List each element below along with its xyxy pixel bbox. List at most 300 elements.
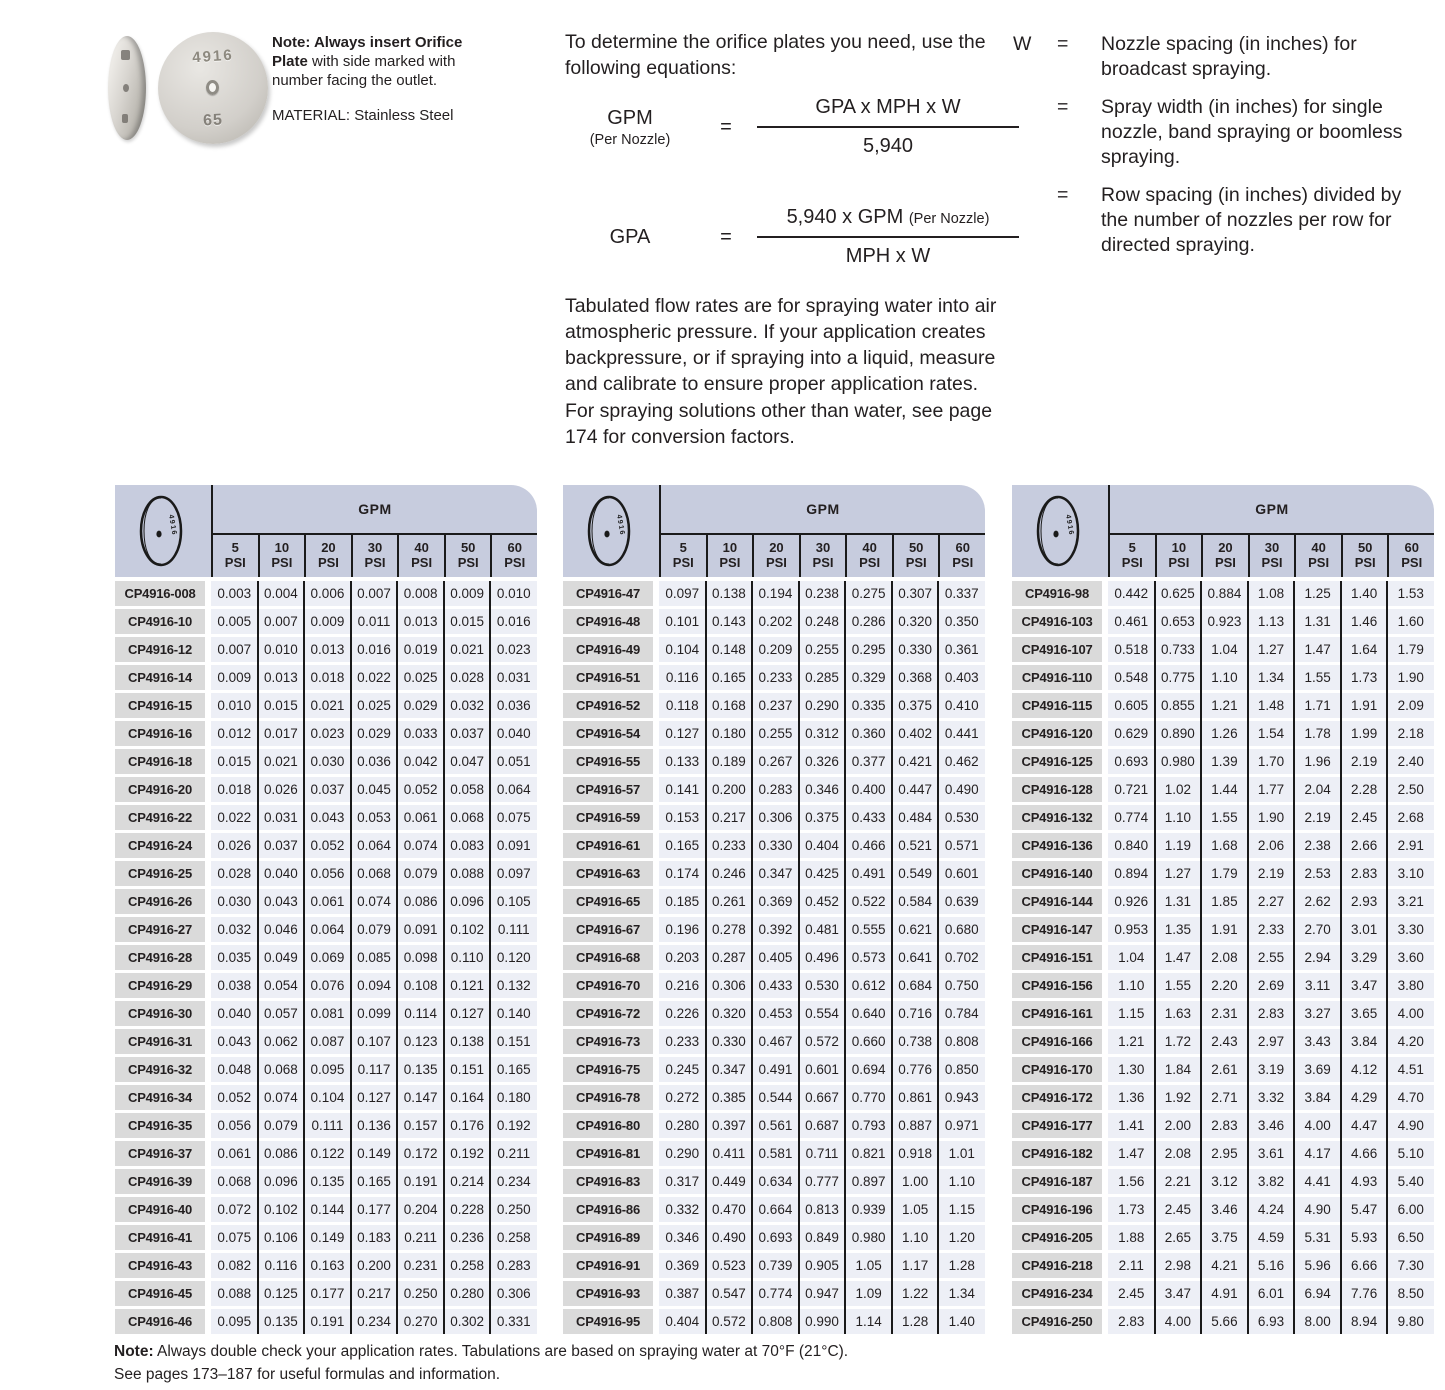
orifice-plate-icon	[1029, 491, 1091, 571]
gpm-value-cell: 1.78	[1294, 721, 1341, 746]
model-label: CP4916-35	[115, 1113, 205, 1138]
footer-note-line1: Always double check your application rates. Tabulations are based on spraying water at 70°F (21°C).	[153, 1343, 849, 1360]
table-row	[115, 973, 537, 998]
gpm-value-cell: 0.629	[1108, 721, 1155, 746]
gpm-value-cell: 0.052	[211, 1085, 258, 1110]
gpm-value-cell: 0.143	[706, 609, 753, 634]
gpm-value-cell: 1.10	[892, 1225, 939, 1250]
gpm-value-cell: 2.70	[1294, 917, 1341, 942]
column-separator	[303, 581, 305, 1334]
psi-column-header	[304, 535, 351, 577]
gpm-value-cell: 5.31	[1294, 1225, 1341, 1250]
gpm-value-cell: 0.040	[211, 1001, 258, 1026]
gpm-value-cell: 0.018	[211, 777, 258, 802]
psi-unit: PSI	[271, 555, 293, 570]
gpm-value-cell: 0.369	[659, 1253, 706, 1278]
psi-unit: PSI	[859, 555, 881, 570]
orifice-hole	[206, 80, 219, 95]
table-row	[1012, 693, 1434, 718]
model-label: CP4916-39	[115, 1169, 205, 1194]
psi-unit: PSI	[364, 555, 386, 570]
column-separator	[705, 581, 707, 1334]
gpm-value-cell: 0.015	[258, 693, 305, 718]
gpm-value-cell: 0.236	[444, 1225, 491, 1250]
psi-unit: PSI	[224, 555, 246, 570]
gpm-value-cell: 0.031	[490, 665, 537, 690]
gpm-value-cell: 0.098	[397, 945, 444, 970]
gpm-value-cell: 0.025	[351, 693, 398, 718]
column-separator	[1154, 581, 1156, 1334]
gpm-value-cell: 0.209	[752, 637, 799, 662]
table-row	[115, 1029, 537, 1054]
gpm-value-cell: 0.110	[444, 945, 491, 970]
gpm-value-cell: 0.043	[258, 889, 305, 914]
gpm-value-cell: 2.83	[1248, 1001, 1295, 1026]
gpm-value-cell: 0.030	[304, 749, 351, 774]
gpm-value-cell: 0.250	[490, 1197, 537, 1222]
insert-note-text	[272, 33, 494, 91]
model-label: CP4916-14	[115, 665, 205, 690]
gpm-value-cell: 2.69	[1248, 973, 1295, 998]
gpm-value-cell: 0.025	[397, 665, 444, 690]
gpm-value-cell: 0.029	[351, 721, 398, 746]
gpm-value-cell: 0.081	[304, 1001, 351, 1026]
equals-sign: =	[1057, 95, 1069, 118]
gpm-value-cell: 0.572	[799, 1029, 846, 1054]
equation-gpm-denominator: 5,940	[757, 126, 1019, 158]
table-row	[563, 1001, 985, 1026]
gpm-value-cell: 4.41	[1294, 1169, 1341, 1194]
table-row	[563, 1169, 985, 1194]
gpm-value-cell: 4.47	[1341, 1113, 1388, 1138]
material-line: MATERIAL: Stainless Steel	[272, 106, 454, 124]
table-row	[115, 945, 537, 970]
psi-column-header	[397, 535, 444, 577]
column-separator	[396, 581, 398, 1334]
gpm-value-cell: 0.091	[490, 833, 537, 858]
gpm-value-cell: 0.306	[490, 1281, 537, 1306]
gpm-value-cell: 0.172	[397, 1141, 444, 1166]
table-row	[115, 749, 537, 774]
gpm-value-cell: 0.702	[938, 945, 985, 970]
model-label: CP4916-151	[1012, 945, 1102, 970]
gpm-value-cell: 0.523	[706, 1253, 753, 1278]
gpm-value-cell: 0.639	[938, 889, 985, 914]
model-label: CP4916-43	[115, 1253, 205, 1278]
psi-value: 60	[507, 540, 522, 556]
gpm-value-cell: 0.660	[845, 1029, 892, 1054]
gpm-value-cell: 1.63	[1155, 1001, 1202, 1026]
model-label: CP4916-16	[115, 721, 205, 746]
psi-value: 40	[1311, 540, 1326, 556]
gpm-value-cell: 0.138	[706, 581, 753, 606]
gpm-value-cell: 0.549	[892, 861, 939, 886]
gpm-value-cell: 0.062	[258, 1029, 305, 1054]
gpm-value-cell: 0.433	[845, 805, 892, 830]
psi-value: 60	[955, 540, 970, 556]
gpm-value-cell: 0.491	[752, 1057, 799, 1082]
table-row	[563, 777, 985, 802]
gpm-value-cell: 0.165	[490, 1057, 537, 1082]
psi-unit: PSI	[1168, 555, 1190, 570]
gpm-value-cell: 0.653	[1155, 609, 1202, 634]
gpm-value-cell: 1.71	[1294, 693, 1341, 718]
psi-value: 5	[679, 540, 687, 556]
gpm-value-cell: 0.490	[706, 1225, 753, 1250]
table-row	[1012, 1113, 1434, 1138]
gpm-value-cell: 6.00	[1387, 1197, 1434, 1222]
equations-intro: To determine the orifice plates you need, use the following equations:	[565, 31, 986, 79]
gpm-value-cell: 0.180	[490, 1085, 537, 1110]
gpm-value-cell: 3.60	[1387, 945, 1434, 970]
gpm-value-cell: 0.120	[490, 945, 537, 970]
model-label: CP4916-205	[1012, 1225, 1102, 1250]
gpm-value-cell: 0.006	[304, 581, 351, 606]
gpm-value-cell: 0.026	[258, 777, 305, 802]
gpm-value-cell: 0.116	[659, 665, 706, 690]
gpm-value-cell: 0.099	[351, 1001, 398, 1026]
table-row	[1012, 609, 1434, 634]
gpm-value-cell: 2.11	[1108, 1253, 1155, 1278]
gpm-value-cell: 0.127	[444, 1001, 491, 1026]
psi-value: 40	[862, 540, 877, 556]
gpm-value-cell: 0.466	[845, 833, 892, 858]
gpm-value-cell: 1.04	[1201, 637, 1248, 662]
gpm-value-cell: 0.290	[659, 1141, 706, 1166]
psi-unit: PSI	[504, 555, 526, 570]
gpm-value-cell: 0.038	[211, 973, 258, 998]
gpm-value-cell: 0.861	[892, 1085, 939, 1110]
orifice-plate-side-view	[108, 36, 146, 140]
gpm-value-cell: 0.774	[752, 1281, 799, 1306]
table-row	[115, 1001, 537, 1026]
table-row	[563, 1253, 985, 1278]
gpm-value-cell: 0.584	[892, 889, 939, 914]
gpm-value-cell: 0.226	[659, 1001, 706, 1026]
gpm-value-cell: 3.80	[1387, 973, 1434, 998]
gpm-value-cell: 0.010	[258, 637, 305, 662]
psi-column-header	[1294, 535, 1341, 577]
gpm-value-cell: 0.770	[845, 1085, 892, 1110]
psi-unit: PSI	[765, 555, 787, 570]
gpm-value-cell: 0.037	[444, 721, 491, 746]
gpm-value-cell: 0.013	[397, 609, 444, 634]
gpm-value-cell: 4.00	[1155, 1309, 1202, 1334]
table-gpm-header-area	[659, 485, 985, 577]
gpm-value-cell: 0.118	[659, 693, 706, 718]
gpm-value-cell: 2.43	[1201, 1029, 1248, 1054]
equation-gpm-fraction	[757, 96, 1019, 158]
gpm-value-cell: 0.095	[211, 1309, 258, 1334]
gpm-value-cell: 0.013	[258, 665, 305, 690]
gpm-value-cell: 4.29	[1341, 1085, 1388, 1110]
table-row	[115, 889, 537, 914]
table-row	[563, 1057, 985, 1082]
model-label: CP4916-110	[1012, 665, 1102, 690]
table-body	[115, 581, 537, 1334]
gpm-value-cell: 0.037	[304, 777, 351, 802]
gpm-value-cell: 2.53	[1294, 861, 1341, 886]
gpm-value-cell: 0.410	[938, 693, 985, 718]
gpm-value-cell: 2.91	[1387, 833, 1434, 858]
gpm-value-cell: 0.149	[351, 1141, 398, 1166]
gpm-value-cell: 1.84	[1155, 1057, 1202, 1082]
gpm-value-cell: 0.290	[799, 693, 846, 718]
gpm-value-cell: 0.151	[444, 1057, 491, 1082]
psi-column-header	[1155, 535, 1202, 577]
gpm-value-cell: 0.255	[752, 721, 799, 746]
gpm-value-cell: 1.25	[1294, 581, 1341, 606]
gpm-value-cell: 3.11	[1294, 973, 1341, 998]
gpm-value-cell: 0.433	[752, 973, 799, 998]
gpm-value-cell: 0.337	[938, 581, 985, 606]
psi-column-header	[1387, 535, 1434, 577]
gpm-value-cell: 0.808	[938, 1029, 985, 1054]
table-row	[1012, 581, 1434, 606]
gpm-value-cell: 0.667	[799, 1085, 846, 1110]
model-label: CP4916-172	[1012, 1085, 1102, 1110]
gpm-value-cell: 0.733	[1155, 637, 1202, 662]
gpm-value-cell: 0.096	[444, 889, 491, 914]
gpm-value-cell: 0.302	[444, 1309, 491, 1334]
gpm-value-cell: 1.55	[1201, 805, 1248, 830]
gpm-value-cell: 2.33	[1248, 917, 1295, 942]
model-label: CP4916-48	[563, 609, 653, 634]
gpm-value-cell: 0.238	[799, 581, 846, 606]
gpm-value-cell: 0.332	[659, 1197, 706, 1222]
gpm-value-cell: 0.777	[799, 1169, 846, 1194]
column-separator	[751, 581, 753, 1334]
gpm-value-cell: 0.404	[799, 833, 846, 858]
gpm-value-cell: 0.183	[351, 1225, 398, 1250]
gpm-value-cell: 2.55	[1248, 945, 1295, 970]
gpm-value-cell: 2.20	[1201, 973, 1248, 998]
gpm-value-cell: 1.27	[1155, 861, 1202, 886]
gpm-value-cell: 0.385	[706, 1085, 753, 1110]
gpm-value-cell: 0.053	[351, 805, 398, 830]
table-corner	[563, 485, 659, 577]
gpm-value-cell: 0.411	[706, 1141, 753, 1166]
model-label: CP4916-95	[563, 1309, 653, 1334]
gpm-value-cell: 0.947	[799, 1281, 846, 1306]
gpm-value-cell: 0.157	[397, 1113, 444, 1138]
gpm-value-cell: 0.042	[397, 749, 444, 774]
gpm-value-cell: 0.237	[752, 693, 799, 718]
gpm-value-cell: 0.069	[304, 945, 351, 970]
psi-unit: PSI	[952, 555, 974, 570]
gpm-value-cell: 0.008	[397, 581, 444, 606]
gpm-value-cell: 0.326	[799, 749, 846, 774]
gpm-value-cell: 1.55	[1294, 665, 1341, 690]
table-row	[1012, 973, 1434, 998]
gpm-value-cell: 0.163	[304, 1253, 351, 1278]
gpm-value-cell: 6.50	[1387, 1225, 1434, 1250]
equals-sign: =	[1057, 183, 1069, 206]
model-label: CP4916-161	[1012, 1001, 1102, 1026]
model-label: CP4916-20	[115, 777, 205, 802]
gpm-value-cell: 0.211	[397, 1225, 444, 1250]
gpm-value-cell: 0.017	[258, 721, 305, 746]
w-definition-text: Nozzle spacing (in inches) for broadcast spraying.	[1101, 33, 1357, 81]
gpm-value-cell: 1.47	[1108, 1141, 1155, 1166]
gpm-value-cell: 0.032	[444, 693, 491, 718]
table-row	[115, 637, 537, 662]
gpm-value-cell: 0.368	[892, 665, 939, 690]
psi-value: 30	[815, 540, 831, 556]
model-label: CP4916-59	[563, 805, 653, 830]
psi-column-header	[706, 535, 753, 577]
gpm-value-cell: 0.108	[397, 973, 444, 998]
gpm-value-cell: 0.573	[845, 945, 892, 970]
gpm-value-cell: 0.058	[444, 777, 491, 802]
psi-unit: PSI	[812, 555, 834, 570]
gpm-value-cell: 0.739	[752, 1253, 799, 1278]
table-row	[1012, 889, 1434, 914]
psi-unit: PSI	[672, 555, 694, 570]
gpm-value-cell: 0.392	[752, 917, 799, 942]
gpm-value-cell: 1.77	[1248, 777, 1295, 802]
gpm-value-cell: 0.048	[211, 1057, 258, 1082]
gpm-value-cell: 0.180	[706, 721, 753, 746]
table-row	[1012, 945, 1434, 970]
gpm-value-cell: 0.258	[444, 1253, 491, 1278]
gpm-value-cell: 1.10	[938, 1169, 985, 1194]
model-label: CP4916-12	[115, 637, 205, 662]
gpm-value-cell: 0.261	[706, 889, 753, 914]
gpm-value-cell: 0.283	[752, 777, 799, 802]
psi-unit: PSI	[411, 555, 433, 570]
equation-gpm	[565, 96, 1019, 158]
model-label: CP4916-65	[563, 889, 653, 914]
column-separator	[489, 581, 491, 1334]
model-label: CP4916-28	[115, 945, 205, 970]
gpm-value-cell: 0.387	[659, 1281, 706, 1306]
gpm-value-cell: 1.15	[938, 1197, 985, 1222]
gpm-value-cell: 0.149	[304, 1225, 351, 1250]
equation-gpa-numerator	[757, 206, 1019, 236]
gpm-value-cell: 2.83	[1108, 1309, 1155, 1334]
gpm-value-cell: 0.016	[351, 637, 398, 662]
gpm-value-cell: 3.84	[1341, 1029, 1388, 1054]
gpm-value-cell: 0.057	[258, 1001, 305, 1026]
insert-note-bold: Note: Always insert Orifice Plate	[272, 34, 463, 71]
gpm-value-cell: 7.30	[1387, 1253, 1434, 1278]
gpm-value-cell: 0.122	[304, 1141, 351, 1166]
psi-column-header	[444, 535, 491, 577]
gpm-value-cell: 0.887	[892, 1113, 939, 1138]
gpm-value-cell: 0.581	[752, 1141, 799, 1166]
psi-column-header	[892, 535, 939, 577]
gpm-value-cell: 2.08	[1155, 1141, 1202, 1166]
gpm-value-cell: 0.009	[211, 665, 258, 690]
equation-gpa-fraction	[757, 206, 1019, 268]
model-label: CP4916-57	[563, 777, 653, 802]
orifice-plate-front-view	[158, 32, 268, 144]
gpm-value-cell: 0.377	[845, 749, 892, 774]
gpm-value-cell: 0.010	[211, 693, 258, 718]
gpm-value-cell: 0.079	[397, 861, 444, 886]
psi-unit: PSI	[457, 555, 479, 570]
gpm-value-cell: 0.200	[351, 1253, 398, 1278]
gpm-value-cell: 0.250	[397, 1281, 444, 1306]
gpm-value-cell: 0.286	[845, 609, 892, 634]
gpm-value-cell: 0.165	[659, 833, 706, 858]
equation-gpa-numerator-main: 5,940 x GPM	[786, 206, 909, 228]
gpm-value-cell: 3.47	[1341, 973, 1388, 998]
gpm-value-cell: 1.47	[1155, 945, 1202, 970]
psi-column-header	[1248, 535, 1295, 577]
gpm-value-cell: 0.138	[444, 1029, 491, 1054]
equation-gpa-lhs	[565, 226, 695, 249]
model-label: CP4916-61	[563, 833, 653, 858]
gpm-value-cell: 0.135	[397, 1057, 444, 1082]
gpm-value-cell: 0.015	[444, 609, 491, 634]
equals-sign: =	[720, 115, 732, 138]
table-row	[115, 861, 537, 886]
gpm-value-cell: 3.32	[1248, 1085, 1295, 1110]
gpm-header: GPM	[213, 485, 537, 535]
gpm-value-cell: 0.554	[799, 1001, 846, 1026]
gpm-value-cell: 0.074	[351, 889, 398, 914]
table-row	[1012, 1225, 1434, 1250]
table-row	[115, 581, 537, 606]
table-header	[1012, 485, 1434, 577]
gpm-value-cell: 4.59	[1248, 1225, 1295, 1250]
stamp-mark	[121, 50, 130, 60]
gpm-value-cell: 0.625	[1155, 581, 1202, 606]
gpm-value-cell: 0.793	[845, 1113, 892, 1138]
gpm-value-cell: 0.245	[659, 1057, 706, 1082]
gpm-value-cell: 0.272	[659, 1085, 706, 1110]
flow-rate-table-1	[115, 485, 537, 1337]
model-label: CP4916-46	[115, 1309, 205, 1334]
model-label: CP4916-45	[115, 1281, 205, 1306]
gpm-value-cell: 1.31	[1155, 889, 1202, 914]
table-row	[563, 693, 985, 718]
gpm-value-cell: 0.031	[258, 805, 305, 830]
gpm-value-cell: 0.192	[444, 1141, 491, 1166]
gpm-value-cell: 0.441	[938, 721, 985, 746]
gpm-value-cell: 0.664	[752, 1197, 799, 1222]
gpm-value-cell: 0.052	[304, 833, 351, 858]
gpm-value-cell: 0.634	[752, 1169, 799, 1194]
gpm-value-cell: 0.971	[938, 1113, 985, 1138]
table-row	[1012, 833, 1434, 858]
gpm-value-cell: 0.191	[304, 1309, 351, 1334]
table-row	[563, 1113, 985, 1138]
gpm-value-cell: 0.107	[351, 1029, 398, 1054]
gpm-value-cell: 2.45	[1108, 1281, 1155, 1306]
gpm-value-cell: 0.007	[351, 581, 398, 606]
table-row	[115, 1085, 537, 1110]
table-header	[563, 485, 985, 577]
model-label: CP4916-103	[1012, 609, 1102, 634]
gpm-value-cell: 0.045	[351, 777, 398, 802]
table-row	[115, 1225, 537, 1250]
equation-gpm-term: GPM	[607, 106, 653, 129]
gpm-value-cell: 1.00	[892, 1169, 939, 1194]
psi-value: 30	[1264, 540, 1280, 556]
model-label: CP4916-008	[115, 581, 205, 606]
gpm-value-cell: 0.228	[444, 1197, 491, 1222]
gpm-value-cell: 0.040	[258, 861, 305, 886]
gpm-value-cell: 0.013	[304, 637, 351, 662]
gpm-value-cell: 8.50	[1387, 1281, 1434, 1306]
gpm-value-cell: 0.021	[258, 749, 305, 774]
equation-gpa	[565, 206, 1019, 268]
gpm-value-cell: 0.680	[938, 917, 985, 942]
gpm-value-cell: 0.046	[258, 917, 305, 942]
